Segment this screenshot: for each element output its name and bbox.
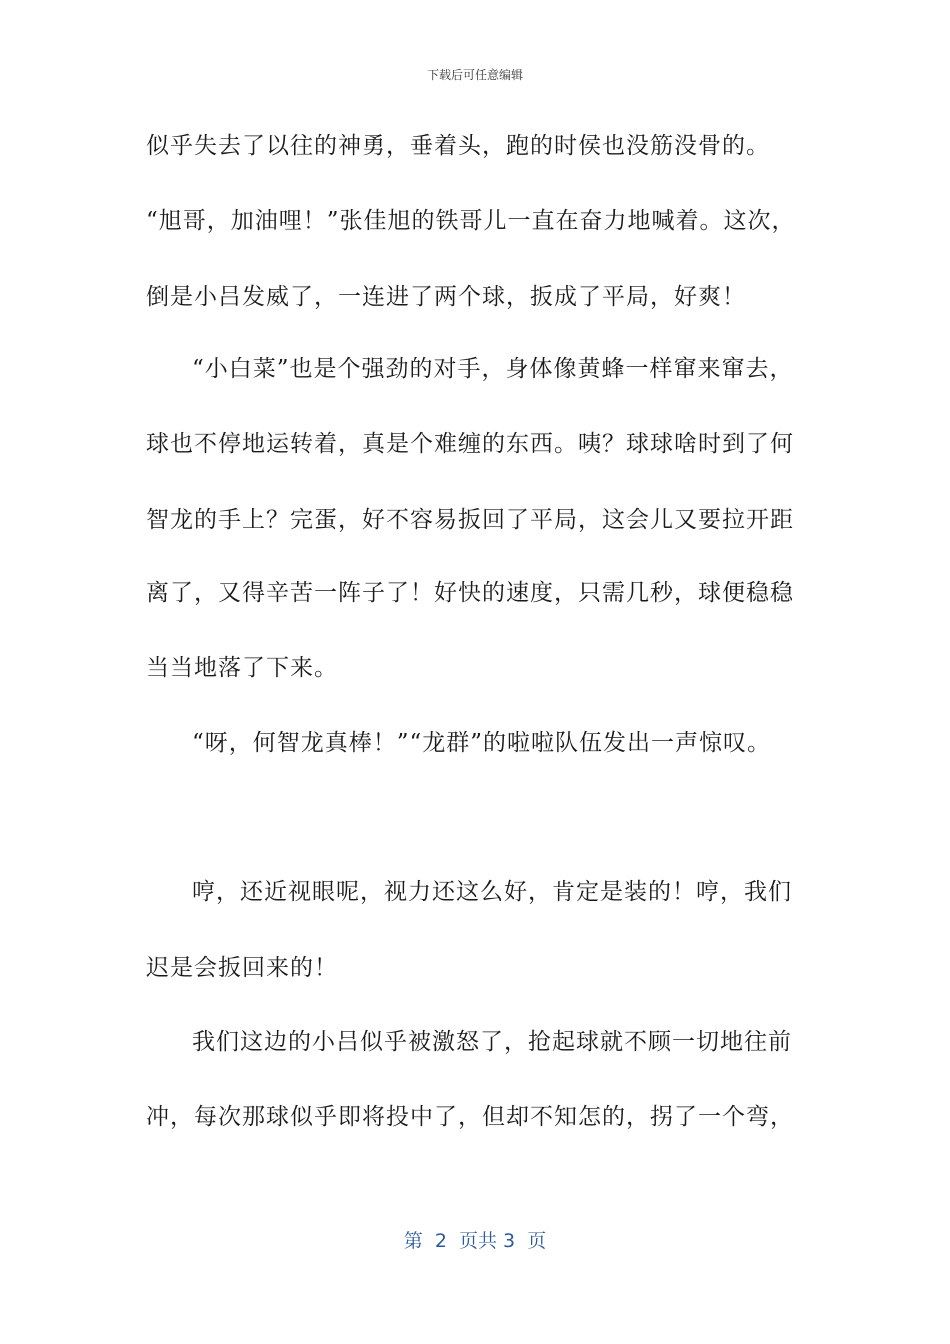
text-line-7: 离了，又得辛苦一阵子了！好快的速度，只需几秒，球便稳稳 — [146, 580, 794, 606]
text-line-6: 智龙的手上？完蛋，好不容易扳回了平局，这会儿又要拉开距 — [146, 507, 794, 533]
text-line-2: “旭哥，加油哩！”张佳旭的铁哥儿一直在奋力地喊着。这次， — [146, 208, 796, 234]
page-header: 下载后可任意编辑 — [426, 68, 523, 82]
text-line-4: “小白菜”也是个强劲的对手，身体像黄蜂一样窜来窜去， — [192, 356, 794, 382]
page-footer: 第 2 页共 3 页 — [403, 1230, 547, 1252]
text-line-5: 球也不停地运转着，真是个难缠的东西。咦？球球啥时到了何 — [146, 431, 794, 457]
text-line-3: 倒是小吕发威了，一连进了两个球，扳成了平局，好爽！ — [146, 284, 746, 310]
text-line-12: 我们这边的小吕似乎被激怒了，抢起球就不顾一切地往前 — [192, 1029, 792, 1055]
text-line-1: 似乎失去了以往的神勇，垂着头，跑的时侯也没筋没骨的。 — [146, 133, 770, 159]
text-line-11: 迟是会扳回来的！ — [146, 955, 338, 981]
text-line-13: 冲，每次那球似乎即将投中了，但却不知怎的，拐了一个弯， — [146, 1104, 794, 1130]
text-line-10: 哼，还近视眼呢，视力还这么好，肯定是装的！哼，我们 — [192, 879, 792, 905]
text-line-8: 当当地落了下来。 — [146, 655, 338, 681]
text-line-9: “呀，何智龙真棒！”“龙群”的啦啦队伍发出一声惊叹。 — [192, 730, 772, 756]
